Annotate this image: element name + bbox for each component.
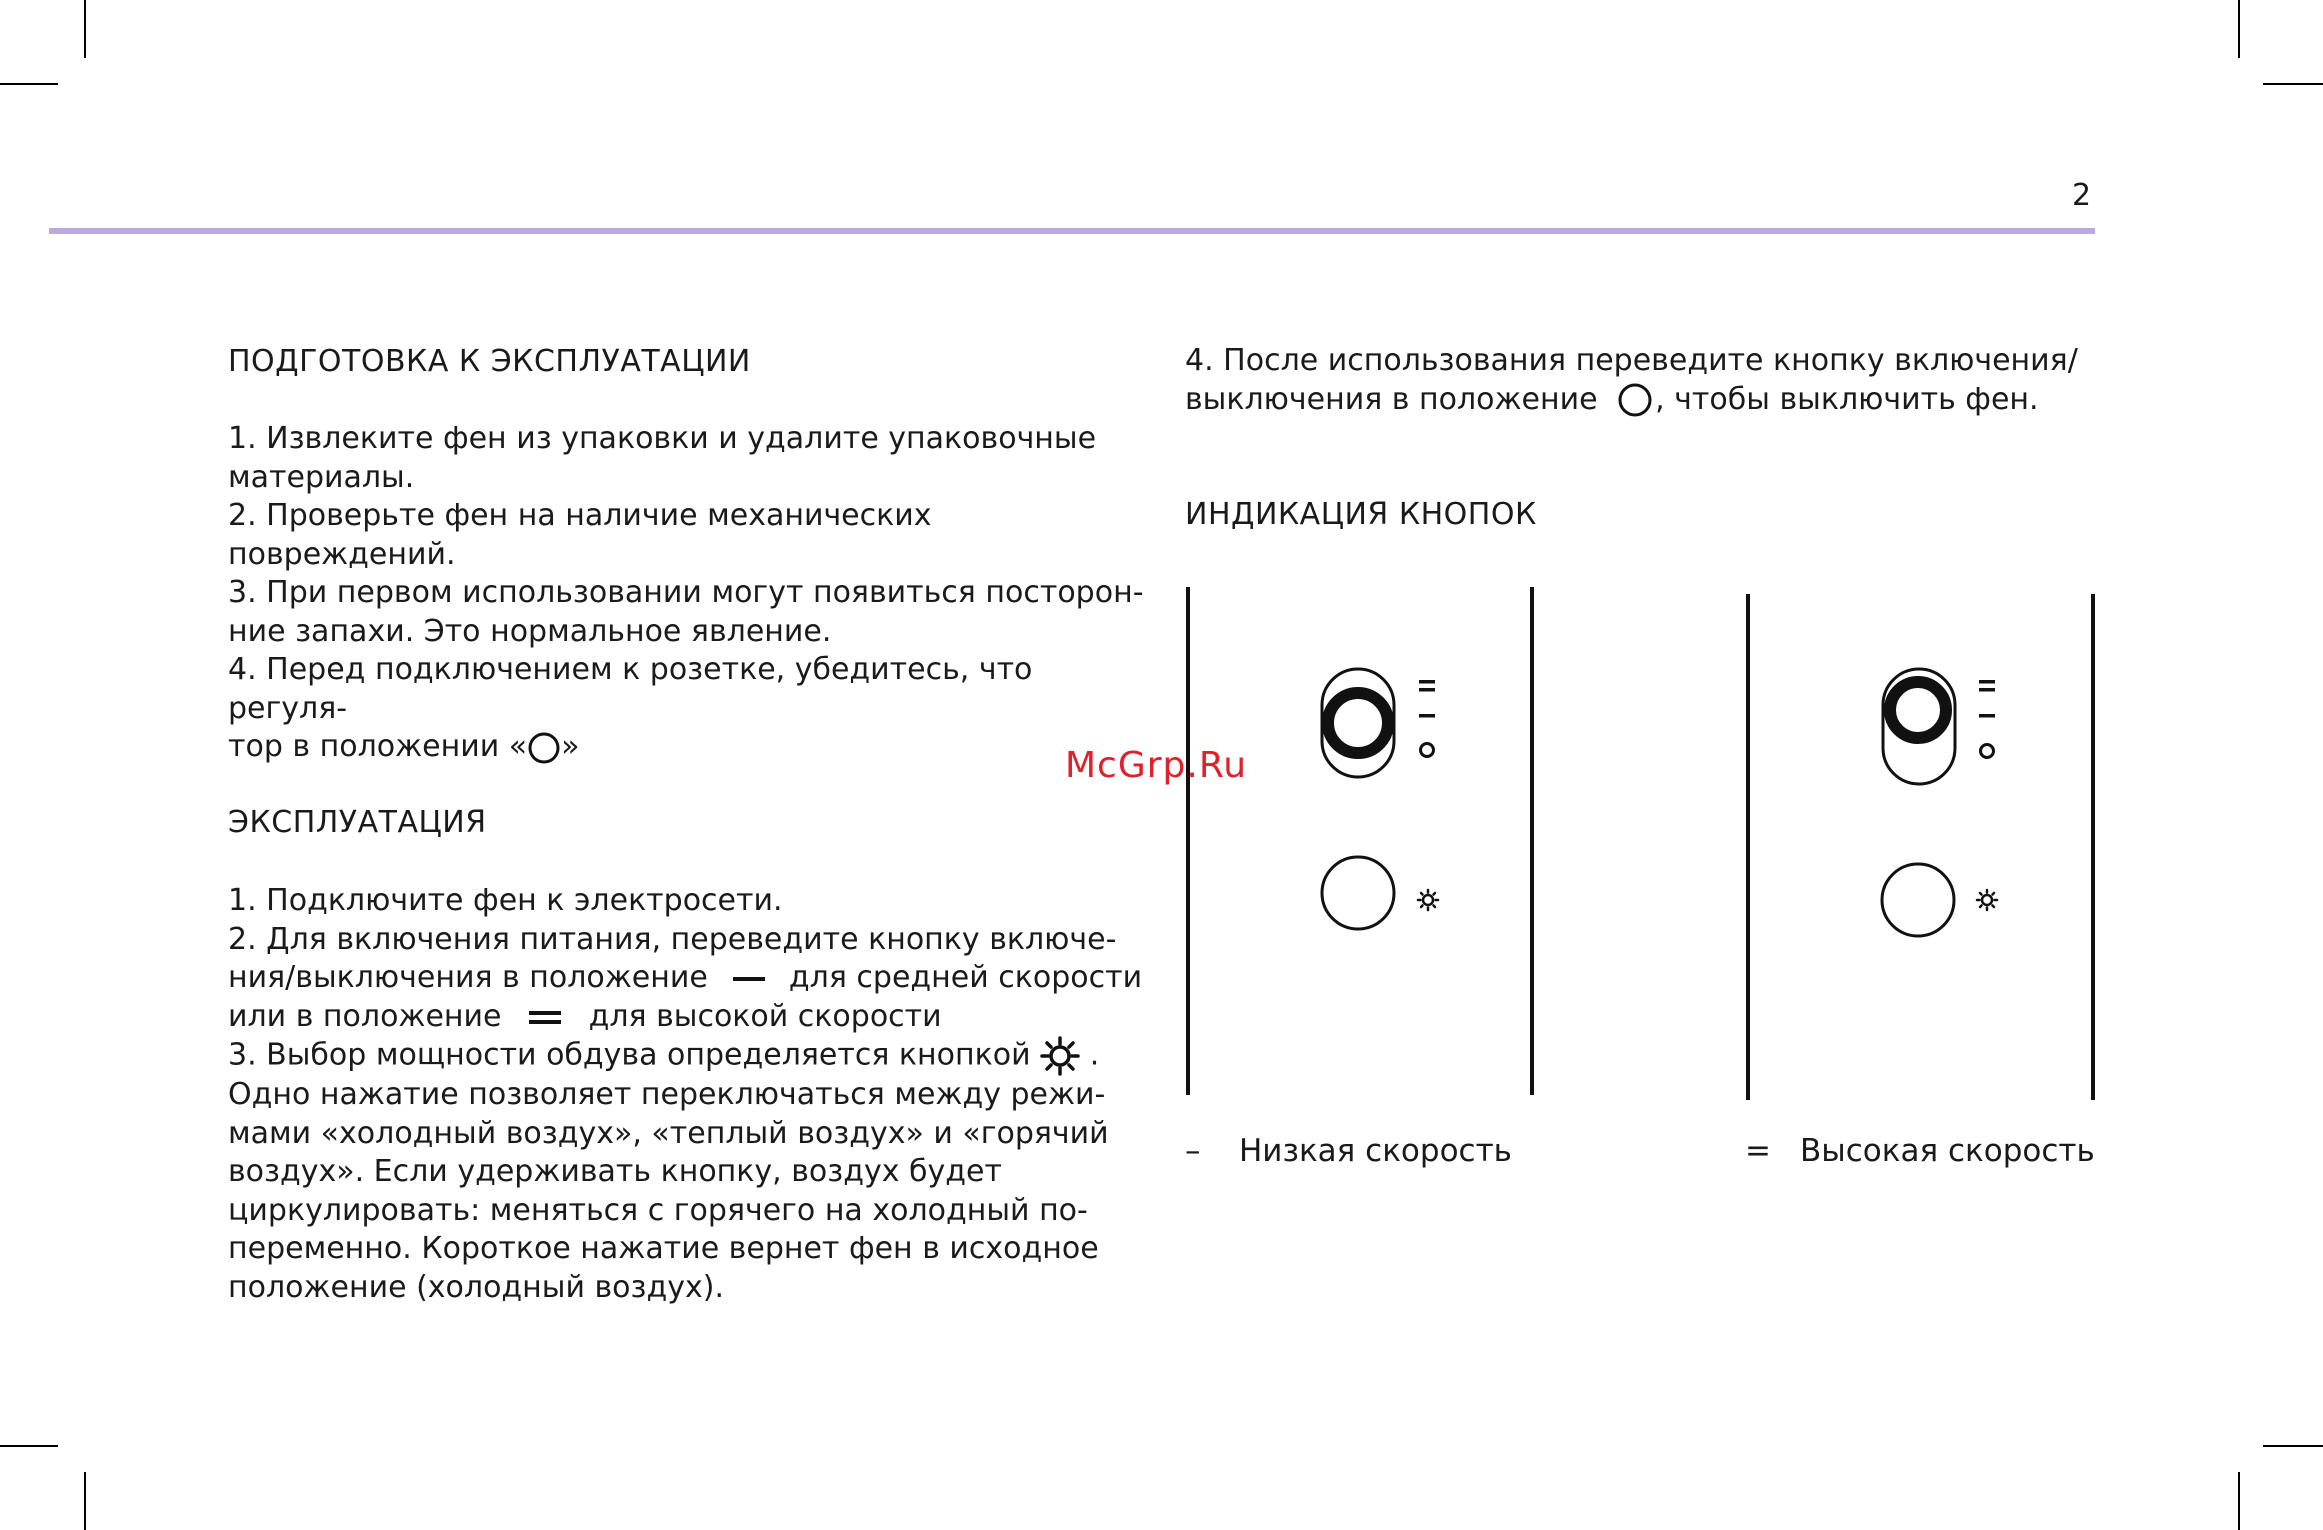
- op-line: воздух». Если удерживать кнопку, воздух будет: [228, 1154, 1002, 1189]
- legend-low-label: Низкая скорость: [1239, 1133, 1512, 1169]
- off-circle-icon: [1615, 381, 1655, 419]
- legend-low-symbol: –: [1185, 1133, 1201, 1169]
- op-line: [228, 959, 1148, 998]
- prep-line: 3. При первом использовании могут появиться посторон-: [228, 575, 1144, 610]
- op-line-part: для средней скорости: [788, 960, 1143, 995]
- op-line-part: или в положение: [228, 998, 502, 1034]
- indication-heading: ИНДИКАЦИЯ КНОПОК: [1185, 497, 1537, 532]
- op-line-part: ния/выключения в положение: [228, 960, 708, 995]
- prep-line: материалы.: [228, 459, 415, 495]
- op-line: [228, 1036, 1148, 1076]
- button-diagram-high: [1740, 590, 2120, 1105]
- sun-icon: [1977, 890, 1997, 910]
- operation-list: [228, 882, 1148, 1307]
- crop-mark: [2263, 83, 2323, 85]
- op-line-part: .: [1089, 1037, 1100, 1073]
- slider-knob: [1890, 682, 1946, 738]
- crop-mark: [2238, 0, 2240, 58]
- page-number: 2: [2072, 178, 2092, 213]
- double-dash-icon: [517, 1004, 573, 1030]
- prep-line: 1. Извлеките фен из упаковки и удалите упаковочные: [228, 421, 1097, 456]
- slider-knob: [1328, 693, 1388, 753]
- crop-mark: [84, 1472, 86, 1530]
- step4-line-part: выключения в положение: [1185, 381, 1598, 417]
- crop-mark: [0, 83, 58, 85]
- step4-line: [1185, 381, 2185, 420]
- prep-line: 4. Перед подключением к розетке, убедитесь, что регуля-: [228, 652, 1033, 726]
- prep-line: 2. Проверьте фен на наличие механических повреждений.: [228, 498, 932, 572]
- off-circle-icon: [527, 731, 561, 765]
- sun-icon: [1040, 1036, 1080, 1076]
- prep-line: [228, 728, 1148, 767]
- prep-heading: ПОДГОТОВКА К ЭКСПЛУАТАЦИИ: [228, 344, 751, 379]
- dash-icon: [723, 969, 773, 989]
- op-line: мами «холодный воздух», «теплый воздух» и «горячий: [228, 1115, 1109, 1151]
- watermark: McGrp.Ru: [1065, 745, 1248, 786]
- legend-high-symbol: =: [1745, 1133, 1771, 1169]
- op-line: переменно. Короткое нажатие вернет фен в исходное: [228, 1231, 1099, 1266]
- op-line-part: для высокой скорости: [588, 998, 942, 1034]
- operation-heading: ЭКСПЛУАТАЦИЯ: [228, 805, 487, 840]
- button-diagram-low: [1180, 585, 1560, 1100]
- op-line: [228, 998, 1148, 1037]
- prep-list: [228, 420, 1148, 767]
- crop-mark: [2263, 1445, 2323, 1447]
- step4-line-part: , чтобы выключить фен.: [1655, 381, 2039, 417]
- op-line: положение (холодный воздух).: [228, 1269, 724, 1305]
- legend-high-label: Высокая скорость: [1800, 1133, 2095, 1169]
- heat-button: [1322, 857, 1394, 929]
- crop-mark: [84, 0, 86, 58]
- prep-last-prefix: тор в положении «: [228, 729, 528, 764]
- step4-text: [1185, 342, 2185, 419]
- heat-button: [1882, 864, 1954, 936]
- crop-mark: [2238, 1472, 2240, 1530]
- sun-icon: [1418, 890, 1438, 910]
- op-line: Одно нажатие позволяет переключаться между режи-: [228, 1077, 1106, 1112]
- op-line: 2. Для включения питания, переведите кнопку включе-: [228, 921, 1117, 957]
- step4-line: 4. После использования переведите кнопку включения/: [1185, 343, 2078, 378]
- header-rule: [49, 228, 2095, 234]
- prep-line: ние запахи. Это нормальное явление.: [228, 613, 832, 649]
- op-line: 1. Подключите фен к электросети.: [228, 883, 783, 918]
- op-line: циркулировать: меняться с горячего на холодный по-: [228, 1192, 1088, 1228]
- crop-mark: [0, 1445, 58, 1447]
- prep-last-suffix: »: [561, 729, 580, 764]
- op-line-part: 3. Выбор мощности обдува определяется кнопкой: [228, 1037, 1031, 1073]
